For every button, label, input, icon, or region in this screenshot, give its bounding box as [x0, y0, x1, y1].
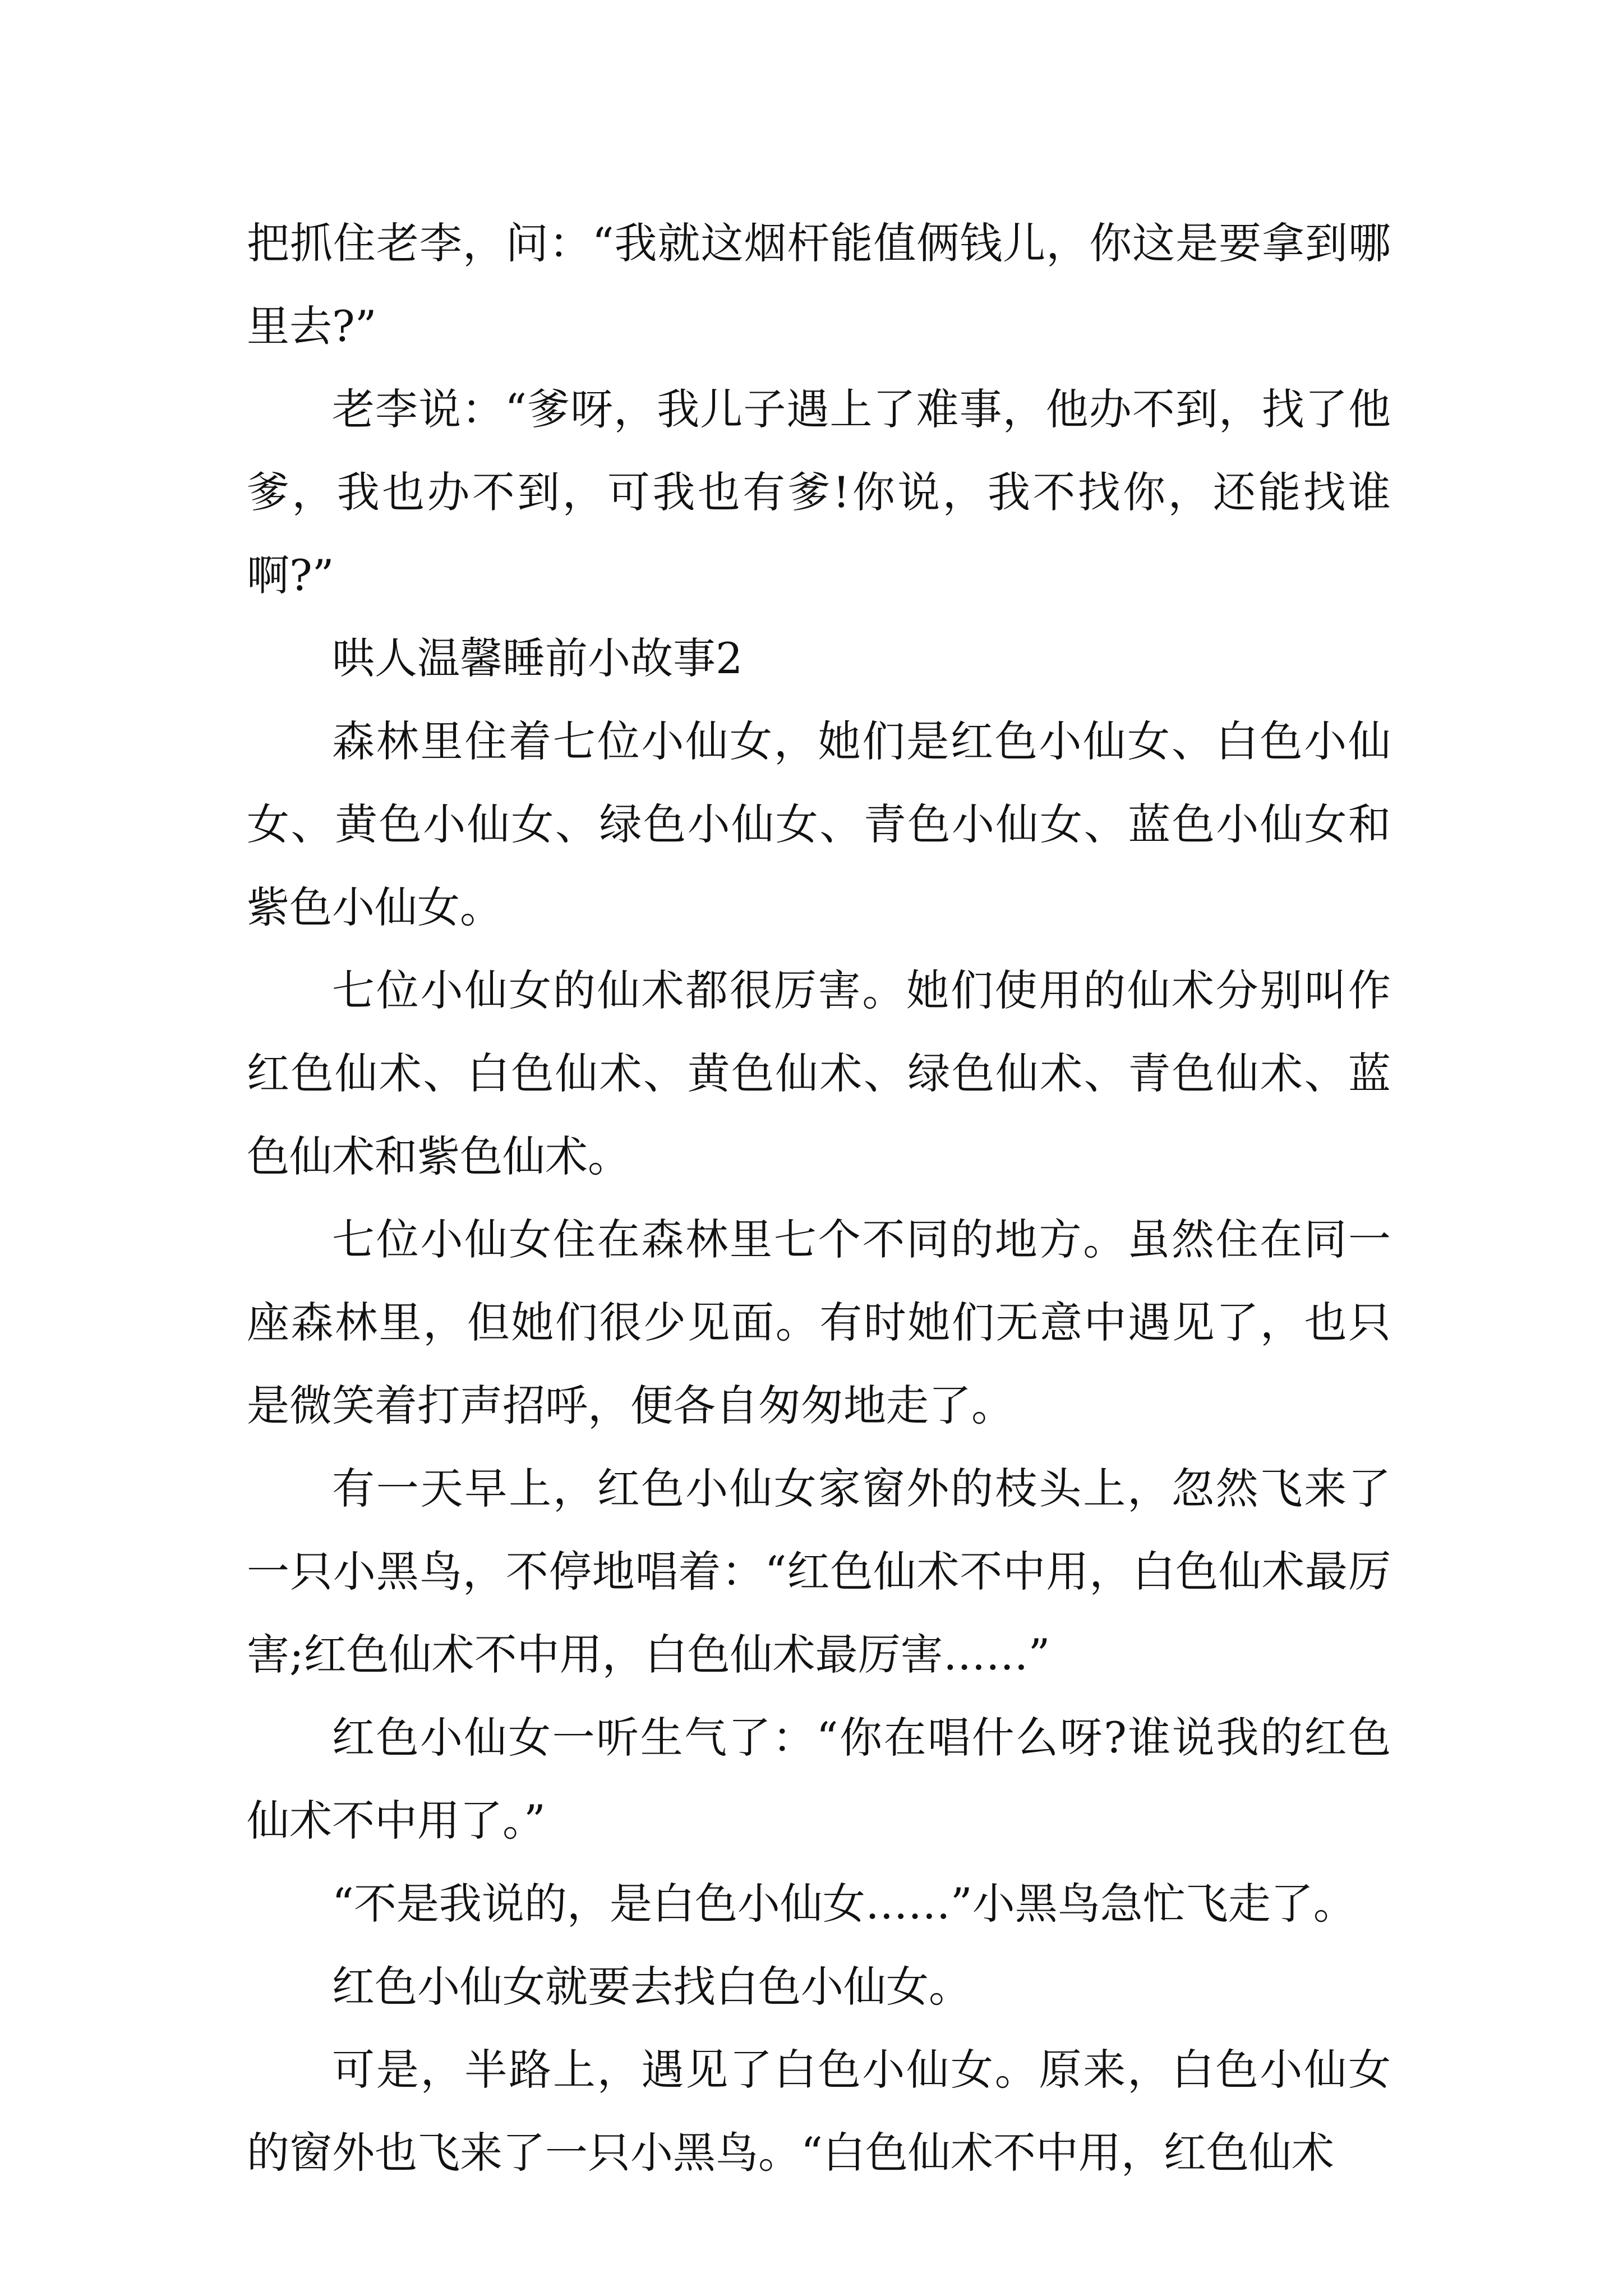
story-heading: 哄人温馨睡前小故事2	[332, 633, 743, 683]
paragraph: 可是，半路上，遇见了白色小仙女。原来，白色小仙女的窗外也飞来了一只小黑鸟。“白色仙术不中用，红色仙术	[247, 2045, 1391, 2178]
paragraph: 七位小仙女的仙术都很厉害。她们使用的仙术分别叫作红色仙术、白色仙术、黄色仙术、绿色仙术、青色仙术、蓝色仙术和紫色仙术。	[247, 965, 1391, 1181]
document-body	[247, 202, 1391, 2194]
paragraph: 森林里住着七位小仙女，她们是红色小仙女、白色小仙女、黄色小仙女、绿色小仙女、青色小仙女、蓝色小仙女和紫色小仙女。	[247, 716, 1391, 932]
paragraph: “不是我说的，是白色小仙女……”小黑鸟急忙飞走了。	[332, 1879, 1356, 1929]
paragraph-continuation: 把抓住老李，问：“我就这烟杆能值俩钱儿，你这是要拿到哪里去?”	[247, 218, 1391, 351]
paragraph: 有一天早上，红色小仙女家窗外的枝头上，忽然飞来了一只小黑鸟，不停地唱着：“红色仙术不中用，白色仙术最厉害;红色仙术不中用，白色仙术最厉害……”	[247, 1464, 1391, 1680]
paragraph: 红色小仙女就要去找白色小仙女。	[332, 1962, 971, 2012]
paragraph: 老李说：“爹呀，我儿子遇上了难事，他办不到，找了他爹，我也办不到，可我也有爹!你说，我不找你，还能找谁啊?”	[247, 384, 1391, 600]
paragraph: 七位小仙女住在森林里七个不同的地方。虽然住在同一座森林里，但她们很少见面。有时她们无意中遇见了，也只是微笑着打声招呼，便各自匆匆地走了。	[247, 1214, 1391, 1430]
paragraph: 红色小仙女一听生气了：“你在唱什么呀?谁说我的红色仙术不中用了。”	[247, 1713, 1391, 1846]
